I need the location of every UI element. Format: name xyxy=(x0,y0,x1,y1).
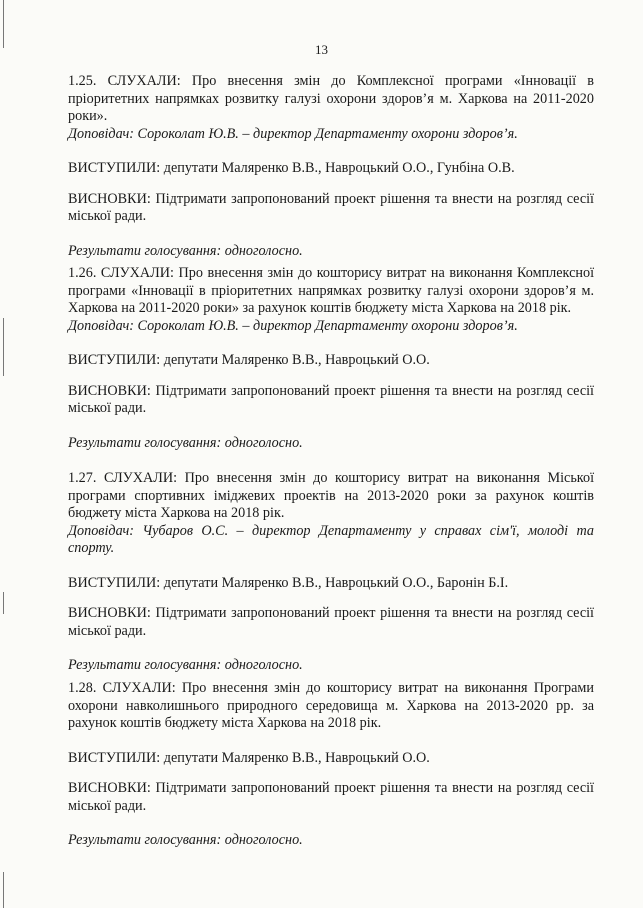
conclusion-text: Підтримати запропонований проект рішення та внести на розгляд сесії міської ради. xyxy=(68,605,594,639)
spoke-paragraph xyxy=(68,352,594,370)
heard-heading: 1.27. СЛУХАЛИ: xyxy=(68,470,178,486)
spoke-text: депутати Маляренко В.В., Навроцький О.О. xyxy=(163,352,430,368)
conclusion-paragraph xyxy=(68,780,594,815)
spoke-text: депутати Маляренко В.В., Навроцький О.О., Гунбіна О.В. xyxy=(163,160,515,176)
scan-edge-mark xyxy=(3,318,4,376)
spoke-text: депутати Маляренко В.В., Навроцький О.О., Баронін Б.І. xyxy=(163,574,509,591)
conclusion-paragraph xyxy=(68,605,594,640)
agenda-item-1-27 xyxy=(68,470,594,675)
heard-text: Про внесення змін до Комплексної програми «Інновації в пріоритетних напрямках розвитку галузі охорони здоров’я м. Харкова на 2011-2020 роки». xyxy=(68,73,594,124)
spoke-paragraph xyxy=(68,575,594,593)
conclusion-paragraph xyxy=(68,191,594,226)
vote-result: Результати голосування: одноголосно. xyxy=(68,832,303,848)
conclusion-heading: ВИСНОВКИ: xyxy=(68,780,151,796)
conclusion-heading: ВИСНОВКИ: xyxy=(68,382,151,399)
agenda-item-1-28 xyxy=(68,680,594,850)
conclusion-text: Підтримати запропонований проект рішення та внести на розгляд сесії міської ради. xyxy=(68,780,594,814)
spoke-paragraph xyxy=(68,160,594,178)
scan-edge-mark xyxy=(3,592,4,614)
speaker-line: Доповідач: Чубаров О.С. – директор Департаменту у справах сім'ї, молоді та спорту. xyxy=(68,522,594,556)
conclusion-text: Підтримати запропонований проект рішення та внести на розгляд сесії міської ради. xyxy=(68,382,594,416)
heard-paragraph xyxy=(68,680,594,733)
agenda-item-1-25 xyxy=(68,73,594,260)
vote-result: Результати голосування: одноголосно. xyxy=(68,434,303,451)
spoke-heading: ВИСТУПИЛИ: xyxy=(68,160,161,176)
heard-text: Про внесення змін до кошторису витрат на виконання Комплексної програми «Інновації в пріоритетних напрямках розвитку галузі охорони здоров’я м. Харкова на 2011-2020 роки» за рахунок коштів бюджету міста Харкова на 2018 рік. xyxy=(68,265,595,316)
heard-paragraph xyxy=(68,73,594,126)
speaker-line: Доповідач: Сороколат Ю.В. – директор Департаменту охорони здоров’я. xyxy=(68,317,518,334)
agenda-item-1-26 xyxy=(68,265,594,452)
spoke-text: депутати Маляренко В.В., Навроцький О.О. xyxy=(163,749,430,766)
heard-heading: 1.26. СЛУХАЛИ: xyxy=(68,265,174,281)
heard-heading: 1.28. СЛУХАЛИ: xyxy=(68,680,176,696)
vote-result: Результати голосування: одноголосно. xyxy=(68,657,303,673)
heard-text: Про внесення змін до кошторису витрат на виконання Програми охорони навколишнього природного середовища м. Харкова на 2013-2020 рр. за рахунок коштів бюджету міста Харкова на 2018 рік. xyxy=(68,680,595,731)
conclusion-heading: ВИСНОВКИ: xyxy=(68,190,151,207)
page-number: 13 xyxy=(315,42,328,57)
speaker-line: Доповідач: Сороколат Ю.В. – директор Департаменту охорони здоров’я. xyxy=(68,125,518,142)
conclusion-text: Підтримати запропонований проект рішення та внести на розгляд сесії міської ради. xyxy=(68,190,594,224)
heard-text: Про внесення змін до кошторису витрат на виконання Міської програми спортивних іміджевих проектів на 2013-2020 роки за рахунок коштів бюджету міста Харкова на 2018 рік. xyxy=(68,470,595,521)
scan-edge-mark xyxy=(3,872,4,908)
scan-edge-mark xyxy=(3,0,4,48)
spoke-paragraph xyxy=(68,750,594,768)
spoke-heading: ВИСТУПИЛИ: xyxy=(68,749,161,766)
conclusion-paragraph xyxy=(68,383,594,418)
conclusion-heading: ВИСНОВКИ: xyxy=(68,605,151,621)
spoke-heading: ВИСТУПИЛИ: xyxy=(68,352,161,368)
spoke-heading: ВИСТУПИЛИ: xyxy=(68,574,161,591)
heard-heading: 1.25. СЛУХАЛИ: xyxy=(68,73,181,89)
heard-paragraph xyxy=(68,265,594,318)
heard-paragraph xyxy=(68,470,594,523)
vote-result: Результати голосування: одноголосно. xyxy=(68,242,303,259)
